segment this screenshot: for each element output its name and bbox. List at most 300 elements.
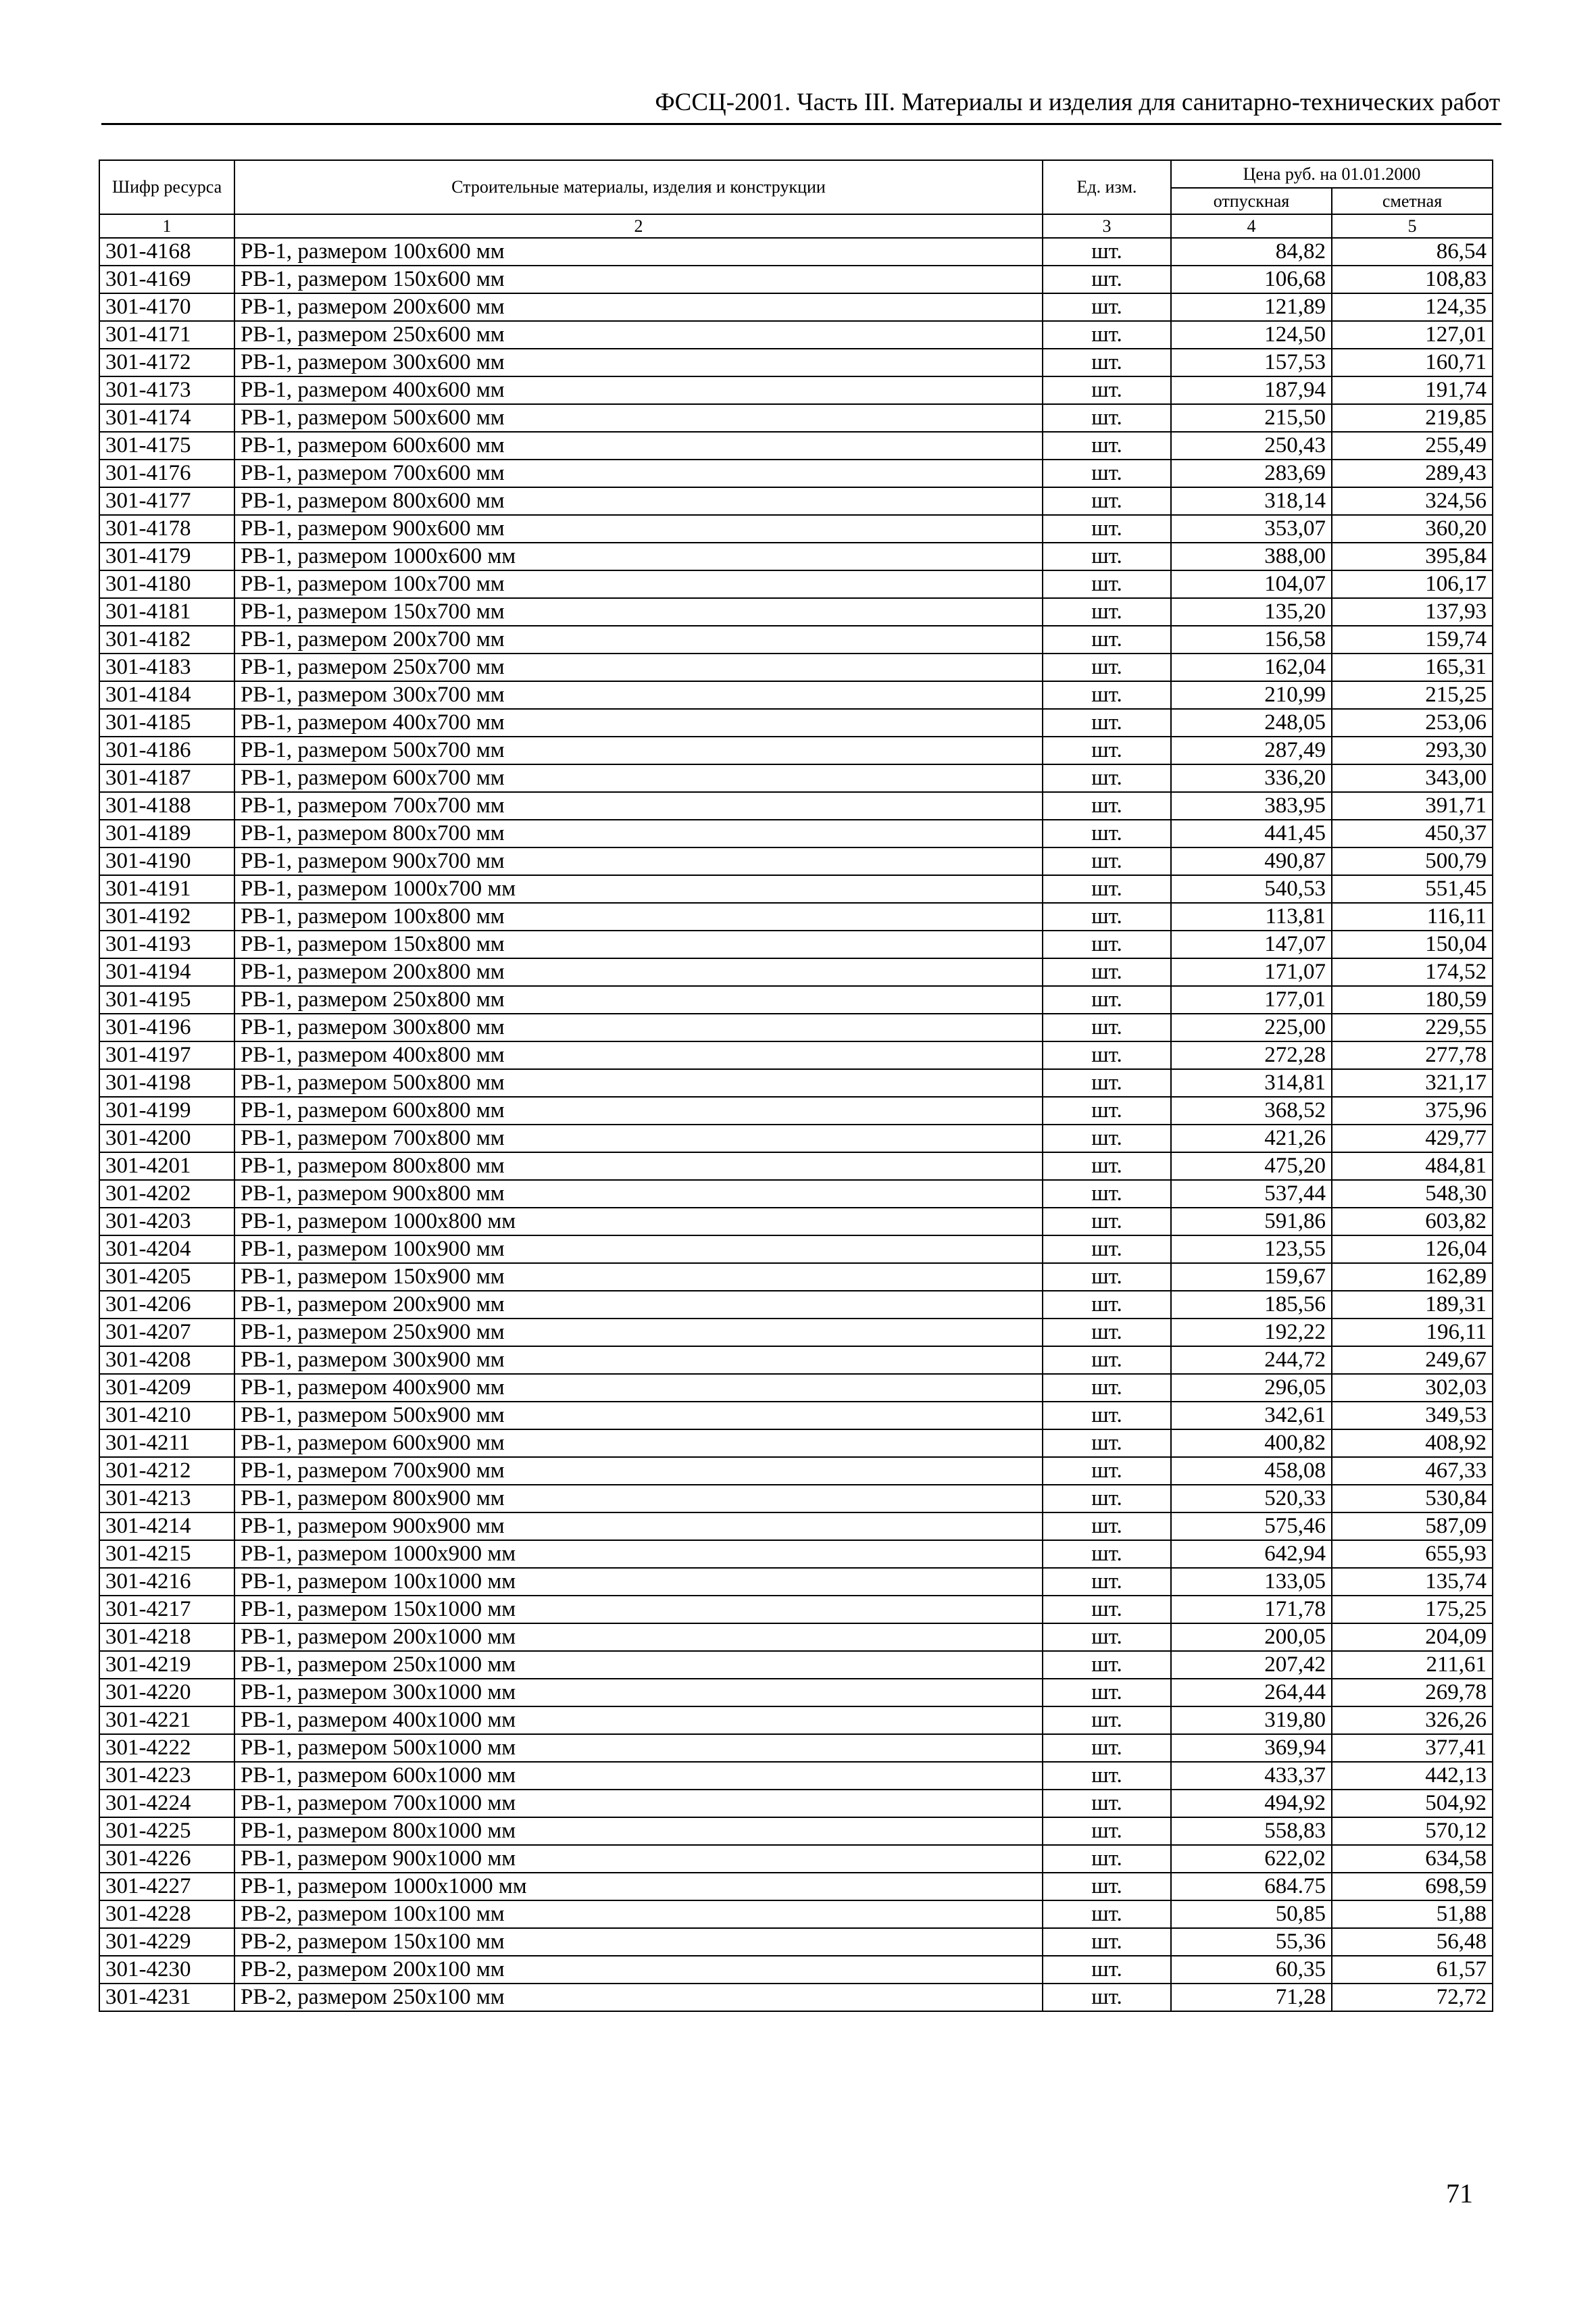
table-row [99, 1540, 1493, 1568]
unit-cell: шт. [1043, 737, 1171, 764]
estimate-price-cell: 86,54 [1332, 238, 1493, 266]
material-name-cell: РВ-1, размером 300x700 мм [234, 681, 1043, 709]
table-row [99, 1485, 1493, 1512]
unit-cell: шт. [1043, 1041, 1171, 1069]
material-name-cell: РВ-1, размером 200x700 мм [234, 626, 1043, 654]
release-price-cell: 185,56 [1171, 1291, 1332, 1319]
material-name-cell: РВ-1, размером 250x1000 мм [234, 1651, 1043, 1679]
page-header-title: ФССЦ-2001. Часть III. Материалы и изделия для санитарно-технических работ [655, 89, 1500, 116]
table-row [99, 598, 1493, 626]
column-number-2: 2 [234, 214, 1043, 238]
material-name-cell: РВ-1, размером 250x700 мм [234, 654, 1043, 681]
unit-cell: шт. [1043, 1762, 1171, 1790]
estimate-price-cell: 269,78 [1332, 1679, 1493, 1706]
resource-code-cell: 301-4177 [99, 487, 234, 515]
resource-code-cell: 301-4213 [99, 1485, 234, 1512]
material-name-cell: РВ-1, размером 500x600 мм [234, 404, 1043, 432]
resource-code-cell: 301-4188 [99, 792, 234, 820]
material-name-cell: РВ-1, размером 600x1000 мм [234, 1762, 1043, 1790]
material-name-cell: РВ-1, размером 400x600 мм [234, 376, 1043, 404]
unit-cell: шт. [1043, 1790, 1171, 1817]
material-name-cell: РВ-1, размером 800x900 мм [234, 1485, 1043, 1512]
table-row [99, 1235, 1493, 1263]
resource-code-cell: 301-4175 [99, 432, 234, 460]
release-price-cell: 50,85 [1171, 1900, 1332, 1928]
release-price-cell: 318,14 [1171, 487, 1332, 515]
table-row [99, 321, 1493, 349]
table-row [99, 764, 1493, 792]
release-price-cell: 575,46 [1171, 1512, 1332, 1540]
release-price-cell: 157,53 [1171, 349, 1332, 376]
resource-code-cell: 301-4189 [99, 820, 234, 847]
release-price-cell: 225,00 [1171, 1014, 1332, 1041]
unit-cell: шт. [1043, 487, 1171, 515]
material-name-cell: РВ-1, размером 600x600 мм [234, 432, 1043, 460]
release-price-cell: 187,94 [1171, 376, 1332, 404]
resource-code-cell: 301-4228 [99, 1900, 234, 1928]
resource-code-cell: 301-4220 [99, 1679, 234, 1706]
release-price-cell: 55,36 [1171, 1928, 1332, 1956]
material-name-cell: РВ-1, размером 1000x700 мм [234, 875, 1043, 903]
header-name: Строительные материалы, изделия и конструкции [234, 160, 1043, 214]
estimate-price-cell: 349,53 [1332, 1402, 1493, 1429]
material-name-cell: РВ-1, размером 200x1000 мм [234, 1623, 1043, 1651]
unit-cell: шт. [1043, 1097, 1171, 1125]
resource-code-cell: 301-4229 [99, 1928, 234, 1956]
unit-cell: шт. [1043, 293, 1171, 321]
unit-cell: шт. [1043, 404, 1171, 432]
resource-code-cell: 301-4202 [99, 1180, 234, 1208]
table-row [99, 1097, 1493, 1125]
release-price-cell: 458,08 [1171, 1457, 1332, 1485]
release-price-cell: 520,33 [1171, 1485, 1332, 1512]
release-price-cell: 369,94 [1171, 1734, 1332, 1762]
table-row [99, 349, 1493, 376]
estimate-price-cell: 72,72 [1332, 1984, 1493, 2011]
material-name-cell: РВ-1, размером 900x900 мм [234, 1512, 1043, 1540]
release-price-cell: 215,50 [1171, 404, 1332, 432]
resource-code-cell: 301-4171 [99, 321, 234, 349]
table-row [99, 293, 1493, 321]
material-name-cell: РВ-1, размером 800x1000 мм [234, 1817, 1043, 1845]
table-row [99, 515, 1493, 543]
material-name-cell: РВ-1, размером 700x800 мм [234, 1125, 1043, 1152]
table-row [99, 792, 1493, 820]
material-name-cell: РВ-2, размером 250x100 мм [234, 1984, 1043, 2011]
material-name-cell: РВ-1, размером 1000x900 мм [234, 1540, 1043, 1568]
estimate-price-cell: 180,59 [1332, 986, 1493, 1014]
resource-code-cell: 301-4176 [99, 460, 234, 487]
release-price-cell: 272,28 [1171, 1041, 1332, 1069]
table-row [99, 681, 1493, 709]
header-price-estimate: сметная [1332, 188, 1493, 214]
release-price-cell: 353,07 [1171, 515, 1332, 543]
unit-cell: шт. [1043, 958, 1171, 986]
material-name-cell: РВ-1, размером 200x800 мм [234, 958, 1043, 986]
release-price-cell: 475,20 [1171, 1152, 1332, 1180]
table-row [99, 1208, 1493, 1235]
estimate-price-cell: 135,74 [1332, 1568, 1493, 1596]
unit-cell: шт. [1043, 1512, 1171, 1540]
unit-cell: шт. [1043, 349, 1171, 376]
table-row [99, 1014, 1493, 1041]
material-name-cell: РВ-1, размером 400x700 мм [234, 709, 1043, 737]
table-row [99, 1041, 1493, 1069]
release-price-cell: 591,86 [1171, 1208, 1332, 1235]
unit-cell: шт. [1043, 321, 1171, 349]
resource-code-cell: 301-4184 [99, 681, 234, 709]
table-row [99, 654, 1493, 681]
estimate-price-cell: 360,20 [1332, 515, 1493, 543]
estimate-price-cell: 159,74 [1332, 626, 1493, 654]
resource-code-cell: 301-4224 [99, 1790, 234, 1817]
resource-code-cell: 301-4219 [99, 1651, 234, 1679]
estimate-price-cell: 603,82 [1332, 1208, 1493, 1235]
estimate-price-cell: 249,67 [1332, 1346, 1493, 1374]
material-name-cell: РВ-1, размером 100x700 мм [234, 570, 1043, 598]
estimate-price-cell: 253,06 [1332, 709, 1493, 737]
material-name-cell: РВ-1, размером 900x1000 мм [234, 1845, 1043, 1873]
resource-code-cell: 301-4191 [99, 875, 234, 903]
resource-code-cell: 301-4207 [99, 1319, 234, 1346]
resource-code-cell: 301-4178 [99, 515, 234, 543]
resource-code-cell: 301-4222 [99, 1734, 234, 1762]
material-name-cell: РВ-1, размером 600x800 мм [234, 1097, 1043, 1125]
unit-cell: шт. [1043, 1235, 1171, 1263]
unit-cell: шт. [1043, 460, 1171, 487]
resource-code-cell: 301-4204 [99, 1235, 234, 1263]
estimate-price-cell: 162,89 [1332, 1263, 1493, 1291]
material-name-cell: РВ-1, размером 100x900 мм [234, 1235, 1043, 1263]
table-row [99, 875, 1493, 903]
unit-cell: шт. [1043, 1900, 1171, 1928]
release-price-cell: 400,82 [1171, 1429, 1332, 1457]
unit-cell: шт. [1043, 1291, 1171, 1319]
table-row [99, 1346, 1493, 1374]
material-name-cell: РВ-1, размером 300x600 мм [234, 349, 1043, 376]
resource-code-cell: 301-4170 [99, 293, 234, 321]
estimate-price-cell: 255,49 [1332, 432, 1493, 460]
release-price-cell: 296,05 [1171, 1374, 1332, 1402]
table-row [99, 1900, 1493, 1928]
estimate-price-cell: 698,59 [1332, 1873, 1493, 1900]
release-price-cell: 60,35 [1171, 1956, 1332, 1984]
resource-code-cell: 301-4217 [99, 1596, 234, 1623]
material-name-cell: РВ-1, размером 400x1000 мм [234, 1706, 1043, 1734]
unit-cell: шт. [1043, 626, 1171, 654]
estimate-price-cell: 377,41 [1332, 1734, 1493, 1762]
estimate-price-cell: 293,30 [1332, 737, 1493, 764]
estimate-price-cell: 215,25 [1332, 681, 1493, 709]
unit-cell: шт. [1043, 1402, 1171, 1429]
release-price-cell: 421,26 [1171, 1125, 1332, 1152]
unit-cell: шт. [1043, 1873, 1171, 1900]
unit-cell: шт. [1043, 570, 1171, 598]
estimate-price-cell: 570,12 [1332, 1817, 1493, 1845]
material-name-cell: РВ-1, размером 600x900 мм [234, 1429, 1043, 1457]
unit-cell: шт. [1043, 1956, 1171, 1984]
unit-cell: шт. [1043, 1014, 1171, 1041]
material-name-cell: РВ-1, размером 1000x800 мм [234, 1208, 1043, 1235]
header-unit [1043, 160, 1171, 214]
resource-code-cell: 301-4180 [99, 570, 234, 598]
table-row [99, 1845, 1493, 1873]
material-name-cell: РВ-1, размером 1000x1000 мм [234, 1873, 1043, 1900]
release-price-cell: 494,92 [1171, 1790, 1332, 1817]
material-name-cell: РВ-2, размером 100x100 мм [234, 1900, 1043, 1928]
estimate-price-cell: 467,33 [1332, 1457, 1493, 1485]
table-row [99, 1984, 1493, 2011]
material-name-cell: РВ-1, размером 150x1000 мм [234, 1596, 1043, 1623]
resource-code-cell: 301-4192 [99, 903, 234, 931]
unit-cell: шт. [1043, 1152, 1171, 1180]
material-name-cell: РВ-1, размером 150x900 мм [234, 1263, 1043, 1291]
material-name-cell: РВ-1, размером 900x600 мм [234, 515, 1043, 543]
unit-cell: шт. [1043, 654, 1171, 681]
estimate-price-cell: 211,61 [1332, 1651, 1493, 1679]
resource-code-cell: 301-4208 [99, 1346, 234, 1374]
header-rule [101, 123, 1501, 125]
estimate-price-cell: 343,00 [1332, 764, 1493, 792]
unit-cell: шт. [1043, 1457, 1171, 1485]
release-price-cell: 84,82 [1171, 238, 1332, 266]
material-name-cell: РВ-1, размером 100x1000 мм [234, 1568, 1043, 1596]
unit-cell: шт. [1043, 709, 1171, 737]
release-price-cell: 159,67 [1171, 1263, 1332, 1291]
release-price-cell: 104,07 [1171, 570, 1332, 598]
resource-code-cell: 301-4190 [99, 847, 234, 875]
unit-cell: шт. [1043, 1540, 1171, 1568]
table-row [99, 1429, 1493, 1457]
release-price-cell: 177,01 [1171, 986, 1332, 1014]
unit-cell: шт. [1043, 792, 1171, 820]
release-price-cell: 336,20 [1171, 764, 1332, 792]
estimate-price-cell: 326,26 [1332, 1706, 1493, 1734]
table-row [99, 1069, 1493, 1097]
resource-code-cell: 301-4205 [99, 1263, 234, 1291]
release-price-cell: 558,83 [1171, 1817, 1332, 1845]
resource-code-cell: 301-4185 [99, 709, 234, 737]
release-price-cell: 342,61 [1171, 1402, 1332, 1429]
resource-code-cell: 301-4194 [99, 958, 234, 986]
estimate-price-cell: 106,17 [1332, 570, 1493, 598]
table-row [99, 1956, 1493, 1984]
release-price-cell: 133,05 [1171, 1568, 1332, 1596]
release-price-cell: 264,44 [1171, 1679, 1332, 1706]
table-row [99, 1817, 1493, 1845]
unit-cell: шт. [1043, 1706, 1171, 1734]
resource-code-cell: 301-4210 [99, 1402, 234, 1429]
material-name-cell: РВ-1, размером 150x700 мм [234, 598, 1043, 626]
resource-code-cell: 301-4231 [99, 1984, 234, 2011]
estimate-price-cell: 56,48 [1332, 1928, 1493, 1956]
release-price-cell: 113,81 [1171, 903, 1332, 931]
material-name-cell: РВ-1, размером 700x600 мм [234, 460, 1043, 487]
table-row [99, 238, 1493, 266]
estimate-price-cell: 375,96 [1332, 1097, 1493, 1125]
resource-code-cell: 301-4174 [99, 404, 234, 432]
material-name-cell: РВ-1, размером 300x900 мм [234, 1346, 1043, 1374]
resource-code-cell: 301-4230 [99, 1956, 234, 1984]
table-row [99, 903, 1493, 931]
resource-code-cell: 301-4169 [99, 266, 234, 293]
material-name-cell: РВ-1, размером 800x700 мм [234, 820, 1043, 847]
resource-code-cell: 301-4186 [99, 737, 234, 764]
estimate-price-cell: 484,81 [1332, 1152, 1493, 1180]
resource-code-cell: 301-4199 [99, 1097, 234, 1125]
estimate-price-cell: 408,92 [1332, 1429, 1493, 1457]
release-price-cell: 319,80 [1171, 1706, 1332, 1734]
release-price-cell: 121,89 [1171, 293, 1332, 321]
unit-cell: шт. [1043, 1984, 1171, 2011]
estimate-price-cell: 196,11 [1332, 1319, 1493, 1346]
unit-cell: шт. [1043, 515, 1171, 543]
release-price-cell: 441,45 [1171, 820, 1332, 847]
resource-code-cell: 301-4215 [99, 1540, 234, 1568]
material-name-cell: РВ-1, размером 700x1000 мм [234, 1790, 1043, 1817]
table-row [99, 1180, 1493, 1208]
table-row [99, 487, 1493, 515]
estimate-price-cell: 277,78 [1332, 1041, 1493, 1069]
estimate-price-cell: 124,35 [1332, 293, 1493, 321]
table-row [99, 1263, 1493, 1291]
unit-cell: шт. [1043, 1845, 1171, 1873]
estimate-price-cell: 530,84 [1332, 1485, 1493, 1512]
table-row [99, 1374, 1493, 1402]
table-row [99, 432, 1493, 460]
resource-code-cell: 301-4181 [99, 598, 234, 626]
unit-cell: шт. [1043, 1180, 1171, 1208]
material-name-cell: РВ-1, размером 400x800 мм [234, 1041, 1043, 1069]
material-name-cell: РВ-1, размером 1000x600 мм [234, 543, 1043, 570]
table-row [99, 847, 1493, 875]
material-name-cell: РВ-1, размером 150x800 мм [234, 931, 1043, 958]
table-row [99, 543, 1493, 570]
release-price-cell: 106,68 [1171, 266, 1332, 293]
estimate-price-cell: 391,71 [1332, 792, 1493, 820]
release-price-cell: 490,87 [1171, 847, 1332, 875]
header-unit-label: Ед. изм. [1076, 177, 1137, 197]
release-price-cell: 192,22 [1171, 1319, 1332, 1346]
estimate-price-cell: 442,13 [1332, 1762, 1493, 1790]
unit-cell: шт. [1043, 1125, 1171, 1152]
release-price-cell: 71,28 [1171, 1984, 1332, 2011]
unit-cell: шт. [1043, 238, 1171, 266]
estimate-price-cell: 174,52 [1332, 958, 1493, 986]
material-name-cell: РВ-1, размером 150x600 мм [234, 266, 1043, 293]
resource-code-cell: 301-4203 [99, 1208, 234, 1235]
estimate-price-cell: 395,84 [1332, 543, 1493, 570]
release-price-cell: 135,20 [1171, 598, 1332, 626]
unit-cell: шт. [1043, 681, 1171, 709]
resource-code-cell: 301-4179 [99, 543, 234, 570]
table-row [99, 1928, 1493, 1956]
estimate-price-cell: 137,93 [1332, 598, 1493, 626]
header-price-release: отпускная [1171, 188, 1332, 214]
release-price-cell: 248,05 [1171, 709, 1332, 737]
column-number-3: 3 [1043, 214, 1171, 238]
estimate-price-cell: 504,92 [1332, 1790, 1493, 1817]
estimate-price-cell: 321,17 [1332, 1069, 1493, 1097]
unit-cell: шт. [1043, 1679, 1171, 1706]
table-row [99, 626, 1493, 654]
release-price-cell: 123,55 [1171, 1235, 1332, 1263]
table-row [99, 1512, 1493, 1540]
resource-code-cell: 301-4195 [99, 986, 234, 1014]
material-name-cell: РВ-1, размером 500x900 мм [234, 1402, 1043, 1429]
table-row [99, 1651, 1493, 1679]
unit-cell: шт. [1043, 1485, 1171, 1512]
table-row [99, 1734, 1493, 1762]
column-number-5: 5 [1332, 214, 1493, 238]
resource-code-cell: 301-4221 [99, 1706, 234, 1734]
unit-cell: шт. [1043, 1596, 1171, 1623]
table-row [99, 931, 1493, 958]
resource-code-cell: 301-4183 [99, 654, 234, 681]
estimate-price-cell: 108,83 [1332, 266, 1493, 293]
estimate-price-cell: 126,04 [1332, 1235, 1493, 1263]
price-table-body [99, 238, 1493, 2011]
estimate-price-cell: 429,77 [1332, 1125, 1493, 1152]
header-price-group: Цена руб. на 01.01.2000 [1171, 160, 1493, 188]
unit-cell: шт. [1043, 1263, 1171, 1291]
release-price-cell: 383,95 [1171, 792, 1332, 820]
resource-code-cell: 301-4223 [99, 1762, 234, 1790]
material-name-cell: РВ-1, размером 500x800 мм [234, 1069, 1043, 1097]
table-row [99, 1706, 1493, 1734]
release-price-cell: 537,44 [1171, 1180, 1332, 1208]
unit-cell: шт. [1043, 820, 1171, 847]
estimate-price-cell: 127,01 [1332, 321, 1493, 349]
material-name-cell: РВ-1, размером 900x700 мм [234, 847, 1043, 875]
resource-code-cell: 301-4226 [99, 1845, 234, 1873]
table-row [99, 376, 1493, 404]
estimate-price-cell: 61,57 [1332, 1956, 1493, 1984]
unit-cell: шт. [1043, 764, 1171, 792]
unit-cell: шт. [1043, 1623, 1171, 1651]
release-price-cell: 283,69 [1171, 460, 1332, 487]
estimate-price-cell: 189,31 [1332, 1291, 1493, 1319]
material-name-cell: РВ-1, размером 200x600 мм [234, 293, 1043, 321]
release-price-cell: 210,99 [1171, 681, 1332, 709]
release-price-cell: 622,02 [1171, 1845, 1332, 1873]
release-price-cell: 244,72 [1171, 1346, 1332, 1374]
estimate-price-cell: 191,74 [1332, 376, 1493, 404]
material-name-cell: РВ-1, размером 500x1000 мм [234, 1734, 1043, 1762]
table-row [99, 1873, 1493, 1900]
resource-code-cell: 301-4206 [99, 1291, 234, 1319]
table-row [99, 820, 1493, 847]
table-row [99, 570, 1493, 598]
unit-cell: шт. [1043, 931, 1171, 958]
unit-cell: шт. [1043, 266, 1171, 293]
estimate-price-cell: 160,71 [1332, 349, 1493, 376]
material-name-cell: РВ-1, размером 300x800 мм [234, 1014, 1043, 1041]
table-row [99, 1762, 1493, 1790]
unit-cell: шт. [1043, 1928, 1171, 1956]
resource-code-cell: 301-4197 [99, 1041, 234, 1069]
unit-cell: шт. [1043, 1734, 1171, 1762]
release-price-cell: 162,04 [1171, 654, 1332, 681]
release-price-cell: 171,07 [1171, 958, 1332, 986]
column-number-1: 1 [99, 214, 234, 238]
unit-cell: шт. [1043, 1374, 1171, 1402]
material-name-cell: РВ-1, размером 900x800 мм [234, 1180, 1043, 1208]
material-name-cell: РВ-1, размером 250x800 мм [234, 986, 1043, 1014]
estimate-price-cell: 655,93 [1332, 1540, 1493, 1568]
table-row [99, 404, 1493, 432]
unit-cell: шт. [1043, 543, 1171, 570]
